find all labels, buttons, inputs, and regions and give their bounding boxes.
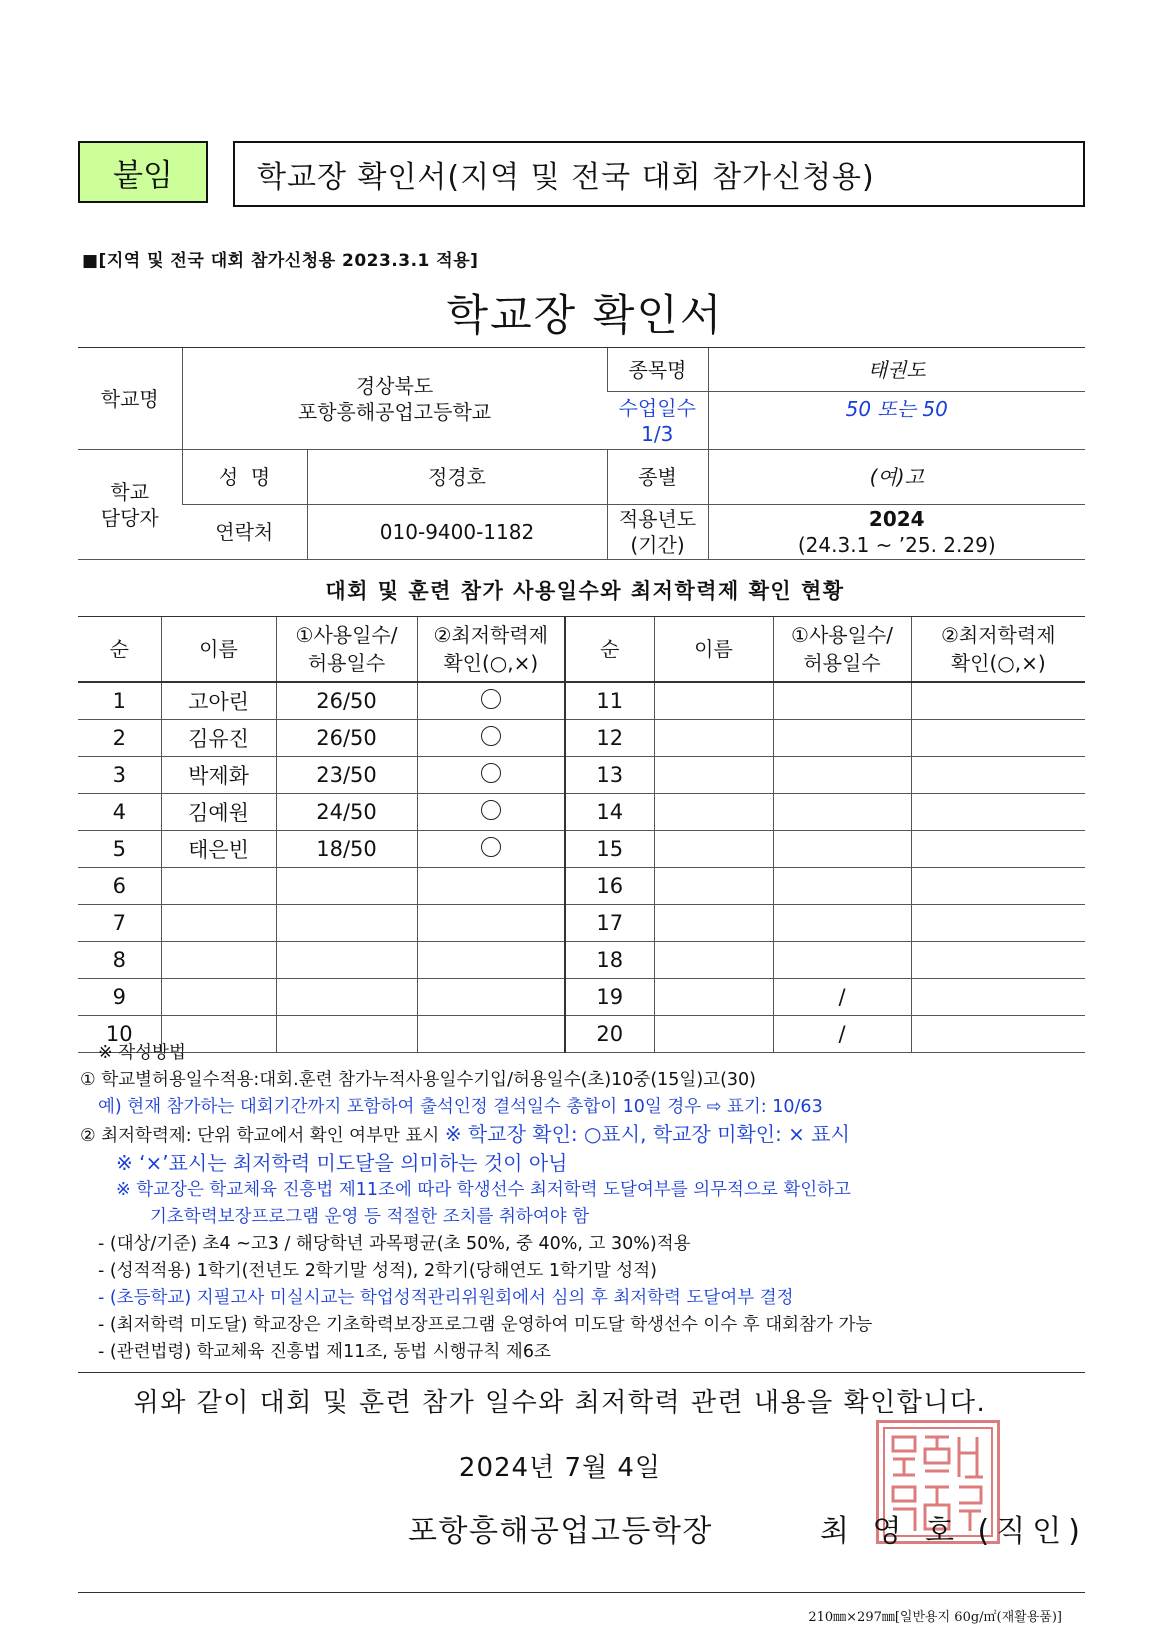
gender-label: 종별 xyxy=(607,450,708,505)
page-title: 학교장 확인서 xyxy=(446,291,724,341)
row-days-2: / xyxy=(773,1016,911,1053)
row-check-2 xyxy=(911,905,1085,942)
circle-mark-icon xyxy=(481,837,501,857)
instruction-note-1: ※ ‘×’표시는 최저학력 미도달을 의미하는 것이 아님 xyxy=(116,1151,568,1175)
table-row xyxy=(78,720,1085,757)
issue-date: 2024년 7월 4일 xyxy=(458,1453,662,1483)
class-days-label-line1: 수업일수 xyxy=(618,395,696,420)
row-no-2: 18 xyxy=(565,942,654,979)
row-check xyxy=(417,794,565,831)
row-no-2: 13 xyxy=(565,757,654,794)
school-principal-title: 포항흥해공업고등학장 xyxy=(408,1514,713,1549)
row-check-2 xyxy=(911,942,1085,979)
row-no-2: 16 xyxy=(565,868,654,905)
row-no: 6 xyxy=(78,868,161,905)
row-no: 7 xyxy=(78,905,161,942)
instruction-line-2 xyxy=(80,1121,1090,1150)
circle-mark-icon xyxy=(481,726,501,746)
circle-mark-icon xyxy=(481,689,501,709)
row-no-2: 14 xyxy=(565,794,654,831)
class-days-value: 50 또는 50 xyxy=(708,392,1085,450)
row-no: 3 xyxy=(78,757,161,794)
row-name: 김예원 xyxy=(161,794,276,831)
school-region: 경상북도 xyxy=(355,373,434,398)
school-label: 학교명 xyxy=(78,348,182,450)
row-name-2 xyxy=(654,682,773,720)
instruction-bullet-4: - (최저학력 미도달) 학교장은 기초학력보장프로그램 운영하여 미도달 학생선수 이수 후 대회참가 가능 xyxy=(98,1315,873,1335)
header-check-2 xyxy=(911,617,1085,683)
section-title: 대회 및 훈련 참가 사용일수와 최저학력제 확인 현황 xyxy=(325,579,845,603)
school-info-table xyxy=(78,347,1085,560)
row-name-2 xyxy=(654,831,773,868)
instruction-bullet-1: - (대상/기준) 초4 ~고3 / 해당학년 과목평균(초 50%, 중 40%, 고 30%)적용 xyxy=(98,1234,691,1254)
row-check xyxy=(417,720,565,757)
row-check xyxy=(417,979,565,1016)
table-row xyxy=(78,682,1085,720)
contact-value: 010-9400-1182 xyxy=(307,505,607,560)
manager-name-value: 정경호 xyxy=(307,450,607,505)
contact-label: 연락처 xyxy=(182,505,307,560)
row-days-2 xyxy=(773,720,911,757)
table-row xyxy=(78,794,1085,831)
row-check-2 xyxy=(911,979,1085,1016)
row-days xyxy=(276,868,417,905)
row-days: 26/50 xyxy=(276,682,417,720)
row-name-2 xyxy=(654,979,773,1016)
row-days: 24/50 xyxy=(276,794,417,831)
row-days xyxy=(276,942,417,979)
row-check-2 xyxy=(911,794,1085,831)
sport-label: 종목명 xyxy=(607,348,708,392)
header-check-line2: 확인(○,×) xyxy=(443,651,539,675)
row-no-2: 15 xyxy=(565,831,654,868)
row-no-2: 17 xyxy=(565,905,654,942)
year-value-cell xyxy=(708,505,1085,560)
row-no: 8 xyxy=(78,942,161,979)
table-row xyxy=(78,868,1085,905)
row-name xyxy=(161,905,276,942)
row-no: 2 xyxy=(78,720,161,757)
table-row xyxy=(78,905,1085,942)
instructions xyxy=(80,1040,1090,1366)
row-check xyxy=(417,942,565,979)
header-days-2-line2: 허용일수 xyxy=(803,651,881,675)
row-name-2 xyxy=(654,794,773,831)
header-check xyxy=(417,617,565,683)
instruction-bullet-3: - (초등학교) 지필고사 미실시교는 학업성적관리위원회에서 심의 후 최저학력 도달여부 결정 xyxy=(98,1288,794,1308)
row-name-2 xyxy=(654,905,773,942)
table-row xyxy=(78,757,1085,794)
row-days-2: / xyxy=(773,979,911,1016)
class-days-label-line2: 1/3 xyxy=(641,421,674,446)
table-row xyxy=(78,979,1085,1016)
row-check xyxy=(417,905,565,942)
row-no: 1 xyxy=(78,682,161,720)
row-name: 김유진 xyxy=(161,720,276,757)
document-title-box: 학교장 확인서(지역 및 전국 대회 참가신청용) xyxy=(233,141,1085,207)
row-days-2 xyxy=(773,682,911,720)
instruction-line-1: ① 학교별허용일수적용:대회.훈련 참가누적사용일수기입/허용일수(초)10중(15일)고(30) xyxy=(80,1070,756,1090)
students-table xyxy=(78,616,1085,1053)
header-check-2-line2: 확인(○,×) xyxy=(950,651,1046,675)
row-days-2 xyxy=(773,942,911,979)
header-days-2-line1: ①사용일수/ xyxy=(791,623,893,647)
header-no-2: 순 xyxy=(565,617,654,683)
table-header-row xyxy=(78,617,1085,683)
manager-name-label: 성 명 xyxy=(182,450,307,505)
instruction-note-2: ※ 학교장은 학교체육 진흥법 제11조에 따라 학생선수 최저학력 도달여부를 의무적으로 확인하고 xyxy=(116,1180,851,1200)
row-name xyxy=(161,868,276,905)
row-no-2: 19 xyxy=(565,979,654,1016)
year-label xyxy=(607,505,708,560)
row-check xyxy=(417,831,565,868)
row-days-2 xyxy=(773,831,911,868)
row-no: 4 xyxy=(78,794,161,831)
row-check-2 xyxy=(911,720,1085,757)
year-label-line1: 적용년도 xyxy=(618,507,697,531)
gender-value: (여)고 xyxy=(708,450,1085,505)
row-check xyxy=(417,868,565,905)
row-check xyxy=(417,757,565,794)
row-days xyxy=(276,905,417,942)
row-name-2 xyxy=(654,757,773,794)
instruction-line-2-marks: ※ 학교장 확인: ○표시, 학교장 미확인: × 표시 xyxy=(444,1122,850,1146)
row-name: 태은빈 xyxy=(161,831,276,868)
manager-label-line1: 학교 xyxy=(110,479,150,504)
circle-mark-icon xyxy=(481,800,501,820)
header-days-line2: 허용일수 xyxy=(307,651,386,675)
row-name xyxy=(161,942,276,979)
table-row xyxy=(78,942,1085,979)
header-days-2 xyxy=(773,617,911,683)
row-days: 23/50 xyxy=(276,757,417,794)
row-name: 고아린 xyxy=(161,682,276,720)
paper-spec-footer: 210㎜×297㎜[일반용지 60g/㎡(재활용품)] xyxy=(808,1610,1062,1625)
row-no-2: 20 xyxy=(565,1016,654,1053)
row-no-2: 11 xyxy=(565,682,654,720)
row-days-2 xyxy=(773,868,911,905)
row-days-2 xyxy=(773,794,911,831)
manager-label xyxy=(78,450,182,560)
row-days: 26/50 xyxy=(276,720,417,757)
instruction-bullet-2: - (성적적용) 1학기(전년도 2학기말 성적), 2학기(당해연도 1학기말 성적) xyxy=(98,1261,657,1281)
header-days-line1: ①사용일수/ xyxy=(295,623,398,647)
header-days xyxy=(276,617,417,683)
row-name xyxy=(161,979,276,1016)
circle-mark-icon xyxy=(481,763,501,783)
row-no: 5 xyxy=(78,831,161,868)
row-check-2 xyxy=(911,831,1085,868)
instruction-bullet-5: - (관련법령) 학교체육 진흥법 제11조, 동법 시행규칙 제6조 xyxy=(98,1342,551,1362)
row-check xyxy=(417,682,565,720)
instructions-heading: ※ 작성방법 xyxy=(98,1043,186,1063)
header-check-line1: ②최저학력제 xyxy=(433,623,549,647)
row-check-2 xyxy=(911,757,1085,794)
instruction-line-2-text: ② 최저학력제: 단위 학교에서 확인 여부만 표시 xyxy=(80,1126,445,1146)
attachment-badge: 붙임 xyxy=(78,141,208,203)
row-days xyxy=(276,979,417,1016)
school-name-cell xyxy=(182,348,607,450)
school-name: 포항흥해공업고등학교 xyxy=(297,399,492,424)
table-row xyxy=(78,831,1085,868)
footer-line xyxy=(78,1592,1085,1593)
row-no-2: 12 xyxy=(565,720,654,757)
row-days-2 xyxy=(773,757,911,794)
header-check-2-line1: ②최저학력제 xyxy=(940,623,1056,647)
instruction-example: 예) 현재 참가하는 대회기간까지 포함하여 출석인정 결석일수 총합이 10일 경우 ⇨ 표기: 10/63 xyxy=(98,1097,823,1117)
instruction-note-3: 기초학력보장프로그램 운영 등 적절한 조치를 취하여야 함 xyxy=(150,1207,590,1227)
principal-name: 최 영 호 (직인) xyxy=(820,1514,1087,1549)
divider-line xyxy=(78,1372,1085,1373)
year-period: (24.3.1 ~ ’25. 2.29) xyxy=(797,533,996,557)
manager-label-line2: 담당자 xyxy=(100,505,159,530)
row-check-2 xyxy=(911,868,1085,905)
confirmation-statement: 위와 같이 대회 및 훈련 참가 일수와 최저학력 관련 내용을 확인합니다. xyxy=(133,1388,987,1418)
row-name-2 xyxy=(654,868,773,905)
header-no: 순 xyxy=(78,617,161,683)
row-days-2 xyxy=(773,905,911,942)
header-name-2: 이름 xyxy=(654,617,773,683)
form-version-note: ■[지역 및 전국 대회 참가신청용 2023.3.1 적용] xyxy=(82,251,479,271)
sport-value: 태권도 xyxy=(708,348,1085,392)
year-label-line2: (기간) xyxy=(630,533,685,557)
row-name: 박제화 xyxy=(161,757,276,794)
year-value: 2024 xyxy=(868,507,925,531)
row-check-2 xyxy=(911,682,1085,720)
row-no: 9 xyxy=(78,979,161,1016)
row-days: 18/50 xyxy=(276,831,417,868)
row-name-2 xyxy=(654,942,773,979)
row-name-2 xyxy=(654,720,773,757)
row-no: 10 xyxy=(78,1016,161,1053)
header-name: 이름 xyxy=(161,617,276,683)
class-days-label xyxy=(607,392,708,450)
